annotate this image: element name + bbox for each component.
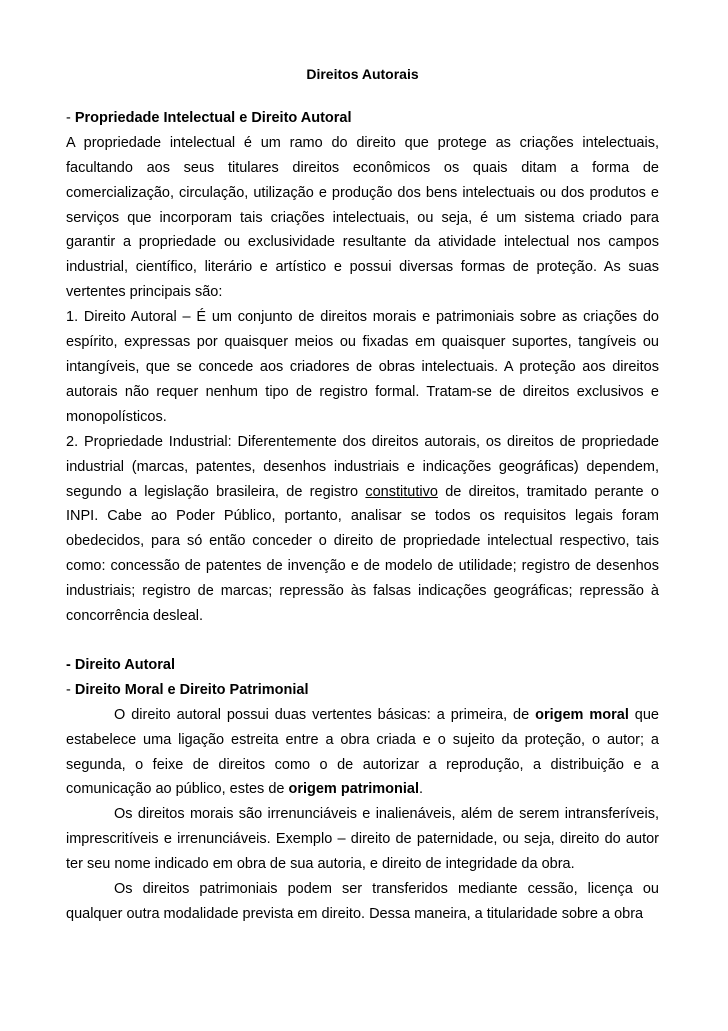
paragraph-vertentes: [66, 703, 659, 803]
section-heading-direito-autoral: [66, 653, 659, 678]
paragraph-item-1: 1. Direito Autoral – É um conjunto de direitos morais e patrimoniais sobre as criações do espírito, expressas por quaisquer meios ou fixadas em quaisquer suportes, tangíveis ou intangíveis, que se concede aos criadores de obras intelectuais. A proteção aos direitos autorais não requer nenhum tipo de registro formal. Tratam-se de direitos exclusivos e monopolísticos.: [66, 309, 659, 425]
para1-text-a: O direito autoral possui duas vertentes básicas: a primeira, de: [114, 706, 536, 723]
bold-origem-patrimonial: origem patrimonial: [288, 781, 420, 798]
para1-text-b: que estabelece uma ligação estreita entre a obra criada e o sujeito da proteção, o autor; a segunda, o feixe de direitos como o de autorizar a reprodução, a distribuição e a comunicação ao público, estes de: [66, 706, 659, 798]
item2-text-b: de direitos, tramitado perante o INPI. Cabe ao Poder Público, portanto, analisar se todos os requisitos legais foram obedecidos, para só então conceder o direito de propriedade intelectual respectivo, tais como: concessão de patentes de invenção e de modelo de utilidade; registro de desenhos industriais; registro de marcas; repressão às falsas indicações geográficas; repressão à concorrência desleal.: [66, 483, 659, 625]
document-title: Direitos Autorais: [306, 66, 419, 82]
heading-text: Direito Moral e Direito Patrimonial: [74, 681, 309, 698]
paragraph-intro: A propriedade intelectual é um ramo do direito que protege as criações intelectuais, facultando aos seus titulares direitos econômicos os quais ditam a forma de comercialização, circulação, utilização e produção dos bens intelectuais ou dos produtos e serviços que incorporam tais criações intelectuais, ou seja, é um sistema criado para garantir a propriedade ou exclusividade resultante da atividade intelectual nos campos industrial, científico, literário e artístico e possui diversas formas de proteção. As suas vertentes principais são:: [66, 134, 659, 301]
heading-text: - Direito Autoral: [66, 656, 176, 673]
heading-text: Propriedade Intelectual e Direito Autoral: [74, 109, 352, 126]
section-heading-propriedade-intelectual: [66, 106, 659, 131]
paragraph-item-2: [66, 430, 659, 629]
item2-text-a: 2. Propriedade Industrial: Diferentemente dos direitos autorais, os direitos de propriedade industrial (marcas, patentes, desenhos industriais e indicações geográficas) dependem, segundo a legislação brasileira, de registro: [66, 433, 659, 500]
heading-dash: -: [66, 109, 75, 126]
para1-text-c: .: [419, 781, 424, 798]
subsection-heading-moral-patrimonial: [66, 678, 659, 703]
underlined-word: constitutivo: [365, 483, 438, 500]
paragraph-direitos-morais: Os direitos morais são irrenunciáveis e inalienáveis, além de serem intransferíveis, imprescritíveis e irrenunciáveis. Exemplo – direito de paternidade, ou seja, direito do autor ter seu nome indicado em obra de sua autoria, e direito de integridade da obra.: [66, 806, 659, 873]
heading-dash: -: [66, 681, 75, 698]
bold-origem-moral: origem moral: [535, 706, 629, 723]
paragraph-direitos-patrimoniais: Os direitos patrimoniais podem ser transferidos mediante cessão, licença ou qualquer outra modalidade prevista em direito. Dessa maneira, a titularidade sobre a obra: [66, 881, 659, 922]
document-page: [66, 62, 659, 927]
blank-line: [66, 629, 659, 653]
